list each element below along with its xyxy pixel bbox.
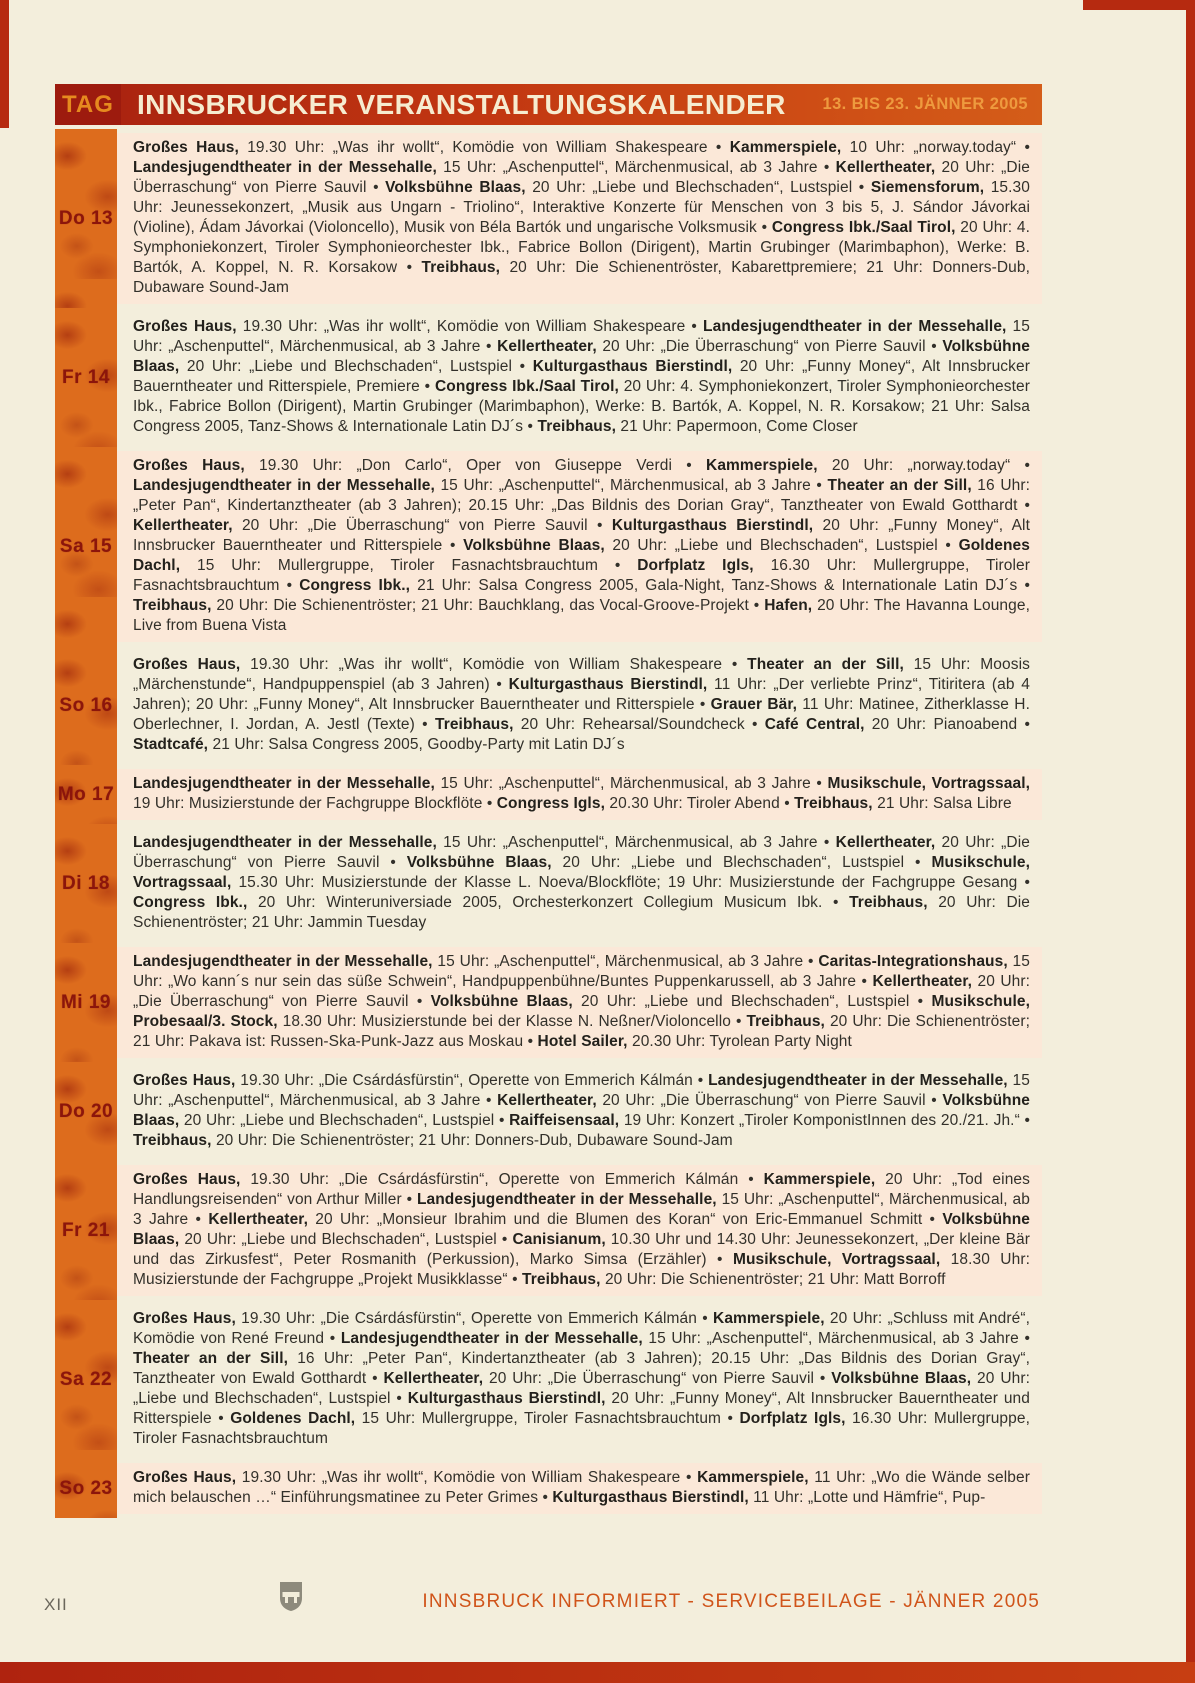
page-edge-bottom xyxy=(0,1662,1195,1683)
row-body xyxy=(117,1459,1042,1518)
page-edge-right xyxy=(1186,0,1195,1683)
event-detail: 21 Uhr: Salsa Congress 2005, Gala-Night, Tanz-Shows & Internationale Latin DJ´s • xyxy=(410,577,1030,594)
event-detail: 10 Uhr: „norway.today“ • xyxy=(841,139,1030,156)
event-detail: 20 Uhr: „Die Überraschung“ von Pierre Sauvil • xyxy=(483,1370,832,1387)
venue-name: Landesjugendtheater in der Messehalle, xyxy=(416,1191,717,1208)
page-title: INNSBRUCKER VERANSTALTUNGSKALENDER xyxy=(137,88,786,120)
venue-name: Musikschule, Vortragssaal, xyxy=(133,854,1030,891)
event-detail: 19.30 Uhr: „Die Csárdásfürstin“, Operette von Emmerich Kálmán • xyxy=(240,1171,764,1188)
event-detail: 20 Uhr: 4. Symphoniekonzert, Tiroler Symphonieorchester Ibk., Fabrice Bollon (Dirigent), Martin Grubinger (Marimbaphon), Werke: B. Bartók, A. Koppel, N. R. Korsakow • xyxy=(133,219,1031,276)
event-detail: 20 Uhr: „Liebe und Blechschaden“, Lustspiel • xyxy=(604,537,959,554)
venue-name: Landesjugendtheater in der Messehalle, xyxy=(133,477,435,494)
venue-name: Kellertheater, xyxy=(872,973,973,990)
event-detail: 20.30 Uhr: Tyrolean Party Night xyxy=(627,1033,852,1050)
venue-name: Kammerspiele, xyxy=(706,457,818,474)
venue-name: Treibhaus, xyxy=(133,597,212,614)
venue-name: Theater an der Sill, xyxy=(133,1350,289,1367)
event-detail: 19.30 Uhr: „Was ihr wollt“, Komödie von William Shakespeare • xyxy=(238,139,730,156)
page-edge-top-right xyxy=(1083,0,1195,10)
venue-name: Großes Haus, xyxy=(133,318,237,335)
venue-name: Großes Haus, xyxy=(133,1310,236,1327)
event-detail: 20 Uhr: „norway.today“ • xyxy=(817,457,1030,474)
day-cell xyxy=(55,824,117,943)
venue-name: Musikschule, Vortragssaal, xyxy=(827,775,1031,792)
event-text xyxy=(117,312,1042,443)
venue-name: Großes Haus, xyxy=(133,1469,237,1486)
row-body xyxy=(117,765,1042,824)
event-detail: 15 Uhr: „Aschenputtel“, Märchenmusical, ab 3 Jahre • xyxy=(642,1330,1031,1347)
venue-name: Treibhaus, xyxy=(522,1271,601,1288)
venue-name: Treibhaus, xyxy=(434,716,514,733)
day-label: Do 20 xyxy=(58,1100,114,1122)
venue-name: Großes Haus, xyxy=(133,139,239,156)
event-detail: 20 Uhr: „Die Überraschung“ von Pierre Sauvil • xyxy=(133,834,1030,871)
venue-name: Raiffeisensaal, xyxy=(509,1112,620,1129)
venue-name: Großes Haus, xyxy=(133,1072,236,1089)
event-detail: 19.30 Uhr: „Die Csárdásfürstin“, Operette von Emmerich Kálmán • xyxy=(235,1072,709,1089)
event-detail: 20 Uhr: Die Schienentröster; 21 Uhr: Donners-Dub, Dubaware Sound-Jam xyxy=(211,1132,733,1149)
venue-name: Kellertheater, xyxy=(383,1370,484,1387)
venue-name: Volksbühne Blaas, xyxy=(133,1211,1031,1248)
row-body xyxy=(117,1300,1042,1459)
event-detail: 20 Uhr: Die Schienentröster; 21 Uhr: Matt Borroff xyxy=(600,1271,946,1288)
venue-name: Kellertheater, xyxy=(835,159,936,176)
event-detail: 15.30 Uhr: Jeunessekonzert, „Musik aus Ungarn - Triolino“, Interaktive Konzerte für Menschen von 3 bis 5, J. Sándor Jávorkai (Violine), Ádam Jávorkai (Violoncello), Musik von Béla Bartók und ungarische Volksmusik • xyxy=(133,179,1030,236)
event-detail: 11 Uhr: „Wo die Wände selber mich belauschen …“ Einführungsmatinee zu Peter Grimes • xyxy=(133,1469,1030,1506)
day-label: Di 18 xyxy=(62,872,110,894)
row-body xyxy=(117,129,1042,308)
event-detail: 15 Uhr: „Wo kann´s nur sein das süße Schwein“, Handpuppenbühne/Buntes Puppenkarussell, ab 3 Jahre • xyxy=(133,953,1030,990)
venue-name: Volksbühne Blaas, xyxy=(430,993,573,1010)
venue-name: Kammerspiele, xyxy=(697,1469,809,1486)
event-detail: 20 Uhr: The Havanna Lounge, Live from Buena Vista xyxy=(133,597,1030,634)
row-body xyxy=(117,447,1042,646)
event-text xyxy=(117,828,1042,939)
venue-name: Kellertheater, xyxy=(835,834,936,851)
row-body xyxy=(117,1062,1042,1161)
venue-name: Kulturgasthaus Bierstindl, xyxy=(552,1489,749,1506)
event-detail: 20 Uhr: „Die Überraschung“ von Pierre Sauvil • xyxy=(232,517,612,534)
event-detail: 20 Uhr: „Die Überraschung“ von Pierre Sauvil • xyxy=(596,338,943,355)
event-detail: 19.30 Uhr: „Don Carlo“, Oper von Giuseppe Verdi • xyxy=(244,457,707,474)
event-detail: 20 Uhr: „Liebe und Blechschaden“, Lustspiel • xyxy=(525,179,871,196)
calendar-row xyxy=(55,308,1042,447)
tag-box xyxy=(55,84,121,125)
event-detail: 20 Uhr: Die Schienentröster, Kabarettpremiere; 21 Uhr: Donners-Dub, Dubaware Sound-Jam xyxy=(133,259,1030,296)
tag-label: TAG xyxy=(62,90,114,118)
day-cell xyxy=(55,1161,117,1300)
day-label: Sa 15 xyxy=(59,535,113,557)
event-detail: 10.30 Uhr und 14.30 Uhr: Jeunessekonzert, „Der kleine Bär und das Zirkusfest“, Peter Rosmanith (Perkussion), Marko Simsa (Erzähler) • xyxy=(133,1231,1030,1268)
event-detail: 20 Uhr: „Liebe und Blechschaden“, Lustspiel • xyxy=(179,1231,513,1248)
venue-name: Hafen, xyxy=(764,597,813,614)
day-label: Fr 14 xyxy=(62,366,110,388)
event-detail: 19.30 Uhr: „Was ihr wollt“, Komödie von William Shakespeare • xyxy=(236,1469,698,1486)
event-detail: 20 Uhr: „Monsieur Ibrahim und die Blumen des Koran“ von Eric-Emmanuel Schmitt • xyxy=(307,1211,943,1228)
venue-name: Kellertheater, xyxy=(133,517,233,534)
event-detail: 15 Uhr: „Aschenputtel“, Märchenmusical, ab 3 Jahre • xyxy=(436,159,836,176)
event-text xyxy=(117,947,1042,1058)
event-detail: 15 Uhr: „Aschenputtel“, Märchenmusical, ab 3 Jahre • xyxy=(436,834,836,851)
event-text xyxy=(117,1165,1042,1296)
footer-text: INNSBRUCK INFORMIERT - SERVICEBEILAGE - JÄNNER 2005 xyxy=(422,1591,1040,1612)
venue-name: Canisianum, xyxy=(512,1231,606,1248)
event-detail: 15.30 Uhr: Musizierstunde der Klasse L. Noeva/Blockflöte; 19 Uhr: Musizierstunde der Fachgruppe Gesang • xyxy=(231,874,1030,891)
day-label: Mo 17 xyxy=(57,783,115,805)
event-detail: 19 Uhr: Konzert „Tiroler KomponistInnen des 20./21. Jh.“ • xyxy=(619,1112,1030,1129)
event-detail: 20 Uhr: „Die Überraschung“ von Pierre Sauvil • xyxy=(596,1092,943,1109)
event-text xyxy=(117,769,1042,820)
event-detail: 15 Uhr: „Aschenputtel“, Märchenmusical, ab 3 Jahre • xyxy=(434,477,828,494)
venue-name: Congress Ibk./Saal Tirol, xyxy=(435,378,619,395)
row-body xyxy=(117,646,1042,765)
page-edge-top-left xyxy=(0,0,9,128)
event-detail: 20.30 Uhr: Tiroler Abend • xyxy=(604,795,795,812)
venue-name: Treibhaus, xyxy=(849,894,928,911)
page-number: XII xyxy=(44,1595,68,1614)
venue-name: Kulturgasthaus Bierstindl, xyxy=(407,1390,606,1407)
event-detail: 20 Uhr: Winteruniversiade 2005, Orchesterkonzert Collegium Musicum Ibk. • xyxy=(247,894,850,911)
venue-name: Volksbühne Blaas, xyxy=(133,1092,1031,1129)
venue-name: Congress Ibk./Saal Tirol, xyxy=(771,219,956,236)
event-detail: 20 Uhr: „Liebe und Blechschaden“, Lustspiel • xyxy=(572,993,932,1010)
venue-name: Kulturgasthaus Bierstindl, xyxy=(611,517,814,534)
event-detail: 20 Uhr: „Liebe und Blechschaden“, Lustspiel • xyxy=(179,1112,510,1129)
venue-name: Stadtcafé, xyxy=(133,736,209,753)
event-detail: 20 Uhr: „Die Überraschung“ von Pierre Sauvil • xyxy=(133,159,1030,196)
venue-name: Treibhaus, xyxy=(537,418,617,435)
calendar-row xyxy=(55,1300,1042,1459)
event-text xyxy=(117,133,1042,304)
venue-name: Kulturgasthaus Bierstindl, xyxy=(532,358,733,375)
venue-name: Großes Haus, xyxy=(133,457,245,474)
event-detail: 19.30 Uhr: „Die Csárdásfürstin“, Operette von Emmerich Kálmán • xyxy=(235,1310,714,1327)
venue-name: Dorfplatz Igls, xyxy=(637,557,754,574)
venue-name: Landesjugendtheater in der Messehalle, xyxy=(133,775,435,792)
header-bar xyxy=(55,84,1042,125)
venue-name: Kellertheater, xyxy=(497,1092,597,1109)
event-detail: 20 Uhr: Die Schienentröster; 21 Uhr: Bauchklang, das Vocal-Groove-Projekt • xyxy=(211,597,765,614)
event-detail: 11 Uhr: „Der verliebte Prinz“, Titiritera (ab 4 Jahren); 20 Uhr: „Funny Money“, Alt Innsbrucker Bauerntheater und Ritterspiele • xyxy=(133,676,1030,713)
event-detail: 20 Uhr: Pianoabend • xyxy=(864,716,1031,733)
venue-name: Treibhaus, xyxy=(794,795,873,812)
venue-name: Treibhaus, xyxy=(746,1013,825,1030)
calendar-row xyxy=(55,765,1042,824)
event-detail: 16 Uhr: „Peter Pan“, Kindertanztheater (ab 3 Jahren); 20.15 Uhr: „Das Bildnis des Dorian Gray“, Tanztheater von Ewald Gotthardt • xyxy=(133,1350,1030,1387)
event-detail: 20 Uhr: Die Schienentröster; 21 Uhr: Pakava ist: Russen-Ska-Punk-Jazz aus Moskau • xyxy=(133,1013,1030,1050)
day-cell xyxy=(55,1300,117,1459)
calendar-rows xyxy=(55,129,1042,1518)
venue-name: Congress Ibk., xyxy=(299,577,411,594)
row-body xyxy=(117,308,1042,447)
venue-name: Goldenes Dachl, xyxy=(230,1410,356,1427)
event-detail: 20 Uhr: „Funny Money“, Alt Innsbrucker Bauerntheater und Ritterspiele • xyxy=(133,1390,1030,1427)
venue-name: Volksbühne Blaas, xyxy=(463,537,605,554)
event-detail: 20 Uhr: Die Schienentröster; 21 Uhr: Jammin Tuesday xyxy=(133,894,1030,931)
venue-name: Volksbühne Blaas, xyxy=(385,179,526,196)
event-detail: 20 Uhr: „Schluss mit André“, Komödie von René Freund • xyxy=(133,1310,1030,1347)
day-cell xyxy=(55,1062,117,1161)
venue-name: Volksbühne Blaas, xyxy=(406,854,552,871)
event-detail: 11 Uhr: Matinee, Zitherklasse H. Oberlechner, I. Jordan, A. Jestl (Texte) • xyxy=(133,696,1030,733)
venue-name: Musikschule, Vortragssaal, xyxy=(732,1251,941,1268)
event-text xyxy=(117,451,1042,642)
venue-name: Landesjugendtheater in der Messehalle, xyxy=(133,159,437,176)
venue-name: Kammerspiele, xyxy=(713,1310,825,1327)
calendar-row xyxy=(55,1459,1042,1518)
day-label: Do 13 xyxy=(58,207,114,229)
venue-name: Landesjugendtheater in der Messehalle, xyxy=(133,834,437,851)
innsbruck-crest-icon xyxy=(278,1580,304,1617)
event-detail: 20 Uhr: „Die Überraschung“ von Pierre Sauvil • xyxy=(133,973,1030,1010)
venue-name: Volksbühne Blaas, xyxy=(133,338,1031,375)
event-text xyxy=(117,1304,1042,1455)
event-detail: 20 Uhr: „Liebe und Blechschaden“, Lustspiel • xyxy=(133,1370,1031,1407)
venue-name: Großes Haus, xyxy=(133,656,241,673)
event-detail: 15 Uhr: „Aschenputtel“, Märchenmusical, ab 3 Jahre • xyxy=(432,953,819,970)
calendar-row xyxy=(55,646,1042,765)
venue-name: Congress Igls, xyxy=(496,795,605,812)
event-detail: 20 Uhr: „Tod eines Handlungsreisenden“ von Arthur Miller • xyxy=(133,1171,1030,1208)
event-detail: 16.30 Uhr: Mullergruppe, Tiroler Fasnachtsbrauchtum xyxy=(133,1410,1031,1447)
venue-name: Theater an der Sill, xyxy=(827,477,972,494)
event-detail: 15 Uhr: „Aschenputtel“, Märchenmusical, ab 3 Jahre • xyxy=(133,1191,1030,1228)
event-detail: 21 Uhr: Papermoon, Come Closer xyxy=(616,418,858,435)
venue-name: Treibhaus, xyxy=(421,259,501,276)
venue-name: Kellertheater, xyxy=(208,1211,308,1228)
day-label: Mi 19 xyxy=(60,991,112,1013)
event-text xyxy=(117,1066,1042,1157)
event-detail: 21 Uhr: Salsa Congress 2005, Goodby-Party mit Latin DJ´s xyxy=(208,736,625,753)
day-cell xyxy=(55,765,117,824)
day-cell xyxy=(55,308,117,447)
venue-name: Kammerspiele, xyxy=(763,1171,876,1188)
event-text xyxy=(117,1463,1042,1514)
venue-name: Landesjugendtheater in der Messehalle, xyxy=(133,953,433,970)
venue-name: Dorfplatz Igls, xyxy=(739,1410,846,1427)
venue-name: Hotel Sailer, xyxy=(537,1033,628,1050)
event-detail: 15 Uhr: Mullergruppe, Tiroler Fasnachtsbrauchtum • xyxy=(355,1410,740,1427)
venue-name: Volksbühne Blaas, xyxy=(831,1370,972,1387)
event-detail: 11 Uhr: „Lotte und Hämfrie“, Pup- xyxy=(748,1489,986,1506)
event-detail: 20 Uhr: „Liebe und Blechschaden“, Lustspiel • xyxy=(551,854,932,871)
venue-name: Goldenes Dachl, xyxy=(133,537,1030,574)
event-detail: 19.30 Uhr: „Was ihr wollt“, Komödie von William Shakespeare • xyxy=(236,318,704,335)
event-detail: 21 Uhr: Salsa Libre xyxy=(872,795,1012,812)
event-detail: 19.30 Uhr: „Was ihr wollt“, Komödie von William Shakespeare • xyxy=(240,656,748,673)
venue-name: Musikschule, Probesaal/3. Stock, xyxy=(133,993,1030,1030)
row-body xyxy=(117,1161,1042,1300)
event-detail: 19 Uhr: Musizierstunde der Fachgruppe Blockflöte • xyxy=(133,795,497,812)
venue-name: Congress Ibk., xyxy=(133,894,248,911)
venue-name: Kellertheater, xyxy=(497,338,597,355)
row-body xyxy=(117,943,1042,1062)
day-cell xyxy=(55,943,117,1062)
venue-name: Treibhaus, xyxy=(133,1132,212,1149)
event-detail: 15 Uhr: „Aschenputtel“, Märchenmusical, ab 3 Jahre • xyxy=(133,1072,1030,1109)
venue-name: Landesjugendtheater in der Messehalle, xyxy=(708,1072,1008,1089)
event-detail: 20 Uhr: 4. Symphoniekonzert, Tiroler Symphonieorchester Ibk., Fabrice Bollon (Dirigent), Martin Grubinger (Marimbaphon), Werke: B. Bartók, A. Koppel, N. R. Korsakow; 21 Uhr: Salsa Congress 2005, Tanz-Shows & Internationale Latin DJ´s • xyxy=(133,378,1031,435)
event-detail: 15 Uhr: „Aschenputtel“, Märchenmusical, ab 3 Jahre • xyxy=(434,775,828,792)
day-cell xyxy=(55,1459,117,1518)
date-range: 13. BIS 23. JÄNNER 2005 xyxy=(822,95,1028,113)
event-detail: 16.30 Uhr: Mullergruppe, Tiroler Fasnachtsbrauchtum • xyxy=(133,557,1030,594)
row-body xyxy=(117,824,1042,943)
calendar-row xyxy=(55,447,1042,646)
header-main xyxy=(121,84,1042,125)
event-detail: 16 Uhr: „Peter Pan“, Kindertanztheater (ab 3 Jahren); 20.15 Uhr: „Das Bildnis des Dorian Gray“, Tanztheater von Ewald Gotthardt • xyxy=(133,477,1031,514)
day-cell xyxy=(55,646,117,765)
footer xyxy=(0,1575,1195,1645)
venue-name: Großes Haus, xyxy=(133,1171,241,1188)
day-label: Fr 21 xyxy=(62,1219,110,1241)
event-detail: 15 Uhr: Moosis „Märchenstunde“, Handpuppenspiel (ab 3 Jahren) • xyxy=(133,656,1030,693)
day-label: Sa 22 xyxy=(59,1368,113,1390)
venue-name: Siemensforum, xyxy=(870,179,985,196)
venue-name: Grauer Bär, xyxy=(710,696,798,713)
event-text xyxy=(117,650,1042,761)
day-cell xyxy=(55,129,117,308)
venue-name: Café Central, xyxy=(764,716,865,733)
venue-name: Landesjugendtheater in der Messehalle, xyxy=(340,1330,643,1347)
event-detail: 15 Uhr: „Aschenputtel“, Märchenmusical, ab 3 Jahre • xyxy=(133,318,1030,355)
calendar-row xyxy=(55,129,1042,308)
calendar-row xyxy=(55,1062,1042,1161)
event-detail: 18.30 Uhr: Musizierstunde bei der Klasse N. Neßner/Violoncello • xyxy=(277,1013,747,1030)
venue-name: Theater an der Sill, xyxy=(747,656,904,673)
day-label: So 16 xyxy=(59,694,113,716)
event-detail: 15 Uhr: Mullergruppe, Tiroler Fasnachtsbrauchtum • xyxy=(180,557,638,574)
event-detail: 20 Uhr: „Funny Money“, Alt Innsbrucker Bauerntheater und Ritterspiele • xyxy=(133,517,1030,554)
calendar-row xyxy=(55,824,1042,943)
venue-name: Landesjugendtheater in der Messehalle, xyxy=(703,318,1007,335)
calendar-row xyxy=(55,943,1042,1062)
calendar-row xyxy=(55,1161,1042,1300)
event-detail: 20 Uhr: „Liebe und Blechschaden“, Lustspiel • xyxy=(179,358,533,375)
venue-name: Kammerspiele, xyxy=(729,139,842,156)
venue-name: Kulturgasthaus Bierstindl, xyxy=(508,676,708,693)
event-detail: 20 Uhr: „Funny Money“, Alt Innsbrucker Bauerntheater und Ritterspiele, Premiere • xyxy=(133,358,1030,395)
day-label: So 23 xyxy=(59,1477,113,1499)
event-detail: 20 Uhr: Rehearsal/Soundcheck • xyxy=(513,716,765,733)
day-cell xyxy=(55,447,117,646)
event-detail: 18.30 Uhr: Musizierstunde der Fachgruppe „Projekt Musikklasse“ • xyxy=(133,1251,1030,1288)
venue-name: Caritas-Integrationshaus, xyxy=(818,953,1008,970)
